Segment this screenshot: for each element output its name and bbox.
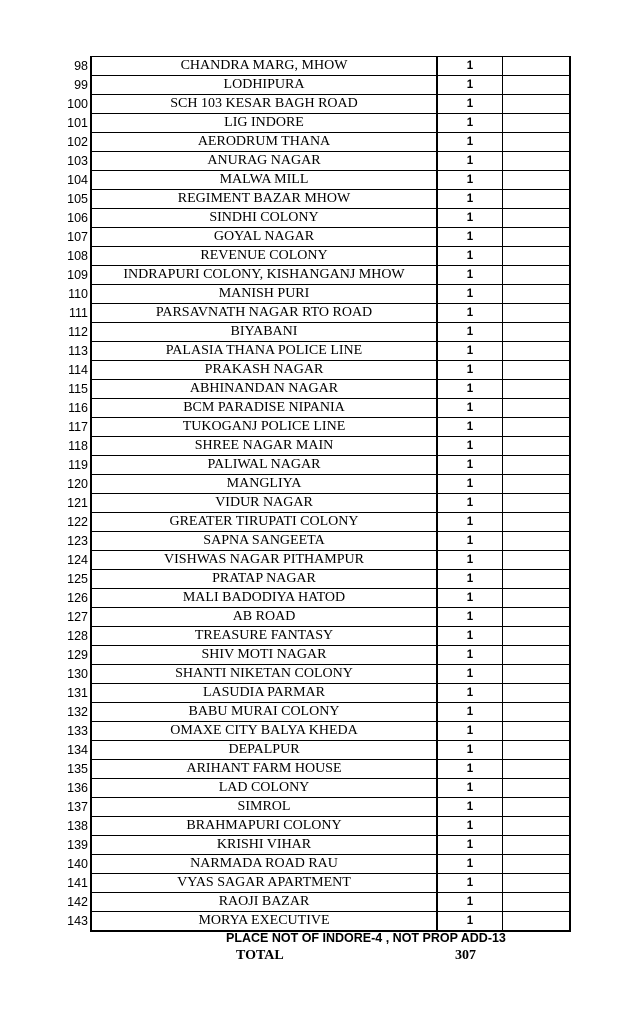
table-row bbox=[62, 456, 570, 475]
table-row bbox=[62, 779, 570, 798]
place-name: ARIHANT FARM HOUSE bbox=[91, 760, 437, 779]
blank-cell bbox=[503, 722, 571, 741]
place-name: MORYA EXECUTIVE bbox=[91, 912, 437, 932]
table-row bbox=[62, 247, 570, 266]
blank-cell bbox=[503, 380, 571, 399]
blank-cell bbox=[503, 190, 571, 209]
table-row bbox=[62, 114, 570, 133]
table-row bbox=[62, 855, 570, 874]
place-count: 1 bbox=[437, 741, 503, 760]
row-number: 110 bbox=[68, 287, 88, 301]
place-count: 1 bbox=[437, 209, 503, 228]
row-number: 107 bbox=[67, 230, 88, 244]
place-name: MANGLIYA bbox=[91, 475, 437, 494]
blank-cell bbox=[503, 703, 571, 722]
place-name: BRAHMAPURI COLONY bbox=[91, 817, 437, 836]
table-row bbox=[62, 817, 570, 836]
place-count: 1 bbox=[437, 513, 503, 532]
table-row bbox=[62, 912, 570, 932]
table-row bbox=[62, 627, 570, 646]
place-name: LAD COLONY bbox=[91, 779, 437, 798]
row-number: 142 bbox=[67, 895, 88, 909]
table-row bbox=[62, 798, 570, 817]
table-row bbox=[62, 209, 570, 228]
place-count: 1 bbox=[437, 855, 503, 874]
place-count: 1 bbox=[437, 399, 503, 418]
place-name: SHANTI NIKETAN COLONY bbox=[91, 665, 437, 684]
place-name: SCH 103 KESAR BAGH ROAD bbox=[91, 95, 437, 114]
blank-cell bbox=[503, 152, 571, 171]
blank-cell bbox=[503, 532, 571, 551]
place-name: AERODRUM THANA bbox=[91, 133, 437, 152]
place-count: 1 bbox=[437, 247, 503, 266]
place-name: MALWA MILL bbox=[91, 171, 437, 190]
place-name: KRISHI VIHAR bbox=[91, 836, 437, 855]
place-count: 1 bbox=[437, 608, 503, 627]
row-number: 117 bbox=[68, 420, 88, 434]
row-number: 132 bbox=[67, 705, 88, 719]
blank-cell bbox=[503, 513, 571, 532]
place-count: 1 bbox=[437, 779, 503, 798]
row-number: 103 bbox=[67, 154, 88, 168]
blank-cell bbox=[503, 646, 571, 665]
table-row bbox=[62, 95, 570, 114]
total-value: 307 bbox=[455, 948, 476, 963]
table-row bbox=[62, 760, 570, 779]
place-name: PALIWAL NAGAR bbox=[91, 456, 437, 475]
place-count: 1 bbox=[437, 665, 503, 684]
place-name: GREATER TIRUPATI COLONY bbox=[91, 513, 437, 532]
blank-cell bbox=[503, 855, 571, 874]
footer-note: PLACE NOT OF INDORE-4 , NOT PROP ADD-13 bbox=[226, 931, 506, 945]
blank-cell bbox=[503, 266, 571, 285]
place-count: 1 bbox=[437, 874, 503, 893]
table-row bbox=[62, 361, 570, 380]
blank-cell bbox=[503, 399, 571, 418]
table-row bbox=[62, 437, 570, 456]
blank-cell bbox=[503, 437, 571, 456]
row-number: 115 bbox=[68, 382, 88, 396]
row-number: 121 bbox=[67, 496, 88, 510]
place-count: 1 bbox=[437, 95, 503, 114]
row-number: 131 bbox=[67, 686, 88, 700]
place-name: CHANDRA MARG, MHOW bbox=[91, 57, 437, 76]
blank-cell bbox=[503, 589, 571, 608]
row-number: 130 bbox=[67, 667, 88, 681]
place-name: AB ROAD bbox=[91, 608, 437, 627]
blank-cell bbox=[503, 779, 571, 798]
table-row bbox=[62, 380, 570, 399]
table-row bbox=[62, 874, 570, 893]
row-number: 104 bbox=[67, 173, 88, 187]
row-number: 113 bbox=[68, 344, 88, 358]
row-number: 102 bbox=[67, 135, 88, 149]
place-count: 1 bbox=[437, 437, 503, 456]
total-label: TOTAL bbox=[236, 948, 284, 963]
blank-cell bbox=[503, 285, 571, 304]
place-name: GOYAL NAGAR bbox=[91, 228, 437, 247]
table-row bbox=[62, 741, 570, 760]
table-row bbox=[62, 494, 570, 513]
row-number: 125 bbox=[67, 572, 88, 586]
place-count: 1 bbox=[437, 285, 503, 304]
place-count: 1 bbox=[437, 836, 503, 855]
place-name: LIG INDORE bbox=[91, 114, 437, 133]
row-number: 136 bbox=[67, 781, 88, 795]
blank-cell bbox=[503, 741, 571, 760]
place-name: MALI BADODIYA HATOD bbox=[91, 589, 437, 608]
row-number: 143 bbox=[67, 914, 88, 929]
place-count: 1 bbox=[437, 551, 503, 570]
row-number: 119 bbox=[68, 458, 88, 472]
place-count: 1 bbox=[437, 646, 503, 665]
row-number: 118 bbox=[68, 439, 88, 453]
table-row bbox=[62, 323, 570, 342]
places-table-body bbox=[62, 57, 570, 932]
row-number: 139 bbox=[67, 838, 88, 852]
row-number: 120 bbox=[67, 477, 88, 491]
row-number: 99 bbox=[74, 78, 88, 92]
place-count: 1 bbox=[437, 589, 503, 608]
row-number: 128 bbox=[67, 629, 88, 643]
row-number: 133 bbox=[67, 724, 88, 738]
place-count: 1 bbox=[437, 171, 503, 190]
row-number: 112 bbox=[68, 325, 88, 339]
row-number: 138 bbox=[67, 819, 88, 833]
blank-cell bbox=[503, 95, 571, 114]
row-number: 122 bbox=[67, 515, 88, 529]
place-count: 1 bbox=[437, 304, 503, 323]
blank-cell bbox=[503, 171, 571, 190]
place-name: PALASIA THANA POLICE LINE bbox=[91, 342, 437, 361]
row-number: 108 bbox=[67, 249, 88, 263]
row-number: 140 bbox=[67, 857, 88, 871]
table-row bbox=[62, 190, 570, 209]
blank-cell bbox=[503, 570, 571, 589]
table-row bbox=[62, 266, 570, 285]
table-row bbox=[62, 418, 570, 437]
place-count: 1 bbox=[437, 418, 503, 437]
place-name: VISHWAS NAGAR PITHAMPUR bbox=[91, 551, 437, 570]
place-count: 1 bbox=[437, 57, 503, 76]
blank-cell bbox=[503, 874, 571, 893]
place-count: 1 bbox=[437, 684, 503, 703]
table-row bbox=[62, 646, 570, 665]
blank-cell bbox=[503, 798, 571, 817]
blank-cell bbox=[503, 893, 571, 912]
blank-cell bbox=[503, 836, 571, 855]
place-count: 1 bbox=[437, 361, 503, 380]
places-table bbox=[62, 56, 571, 932]
place-name: BCM PARADISE NIPANIA bbox=[91, 399, 437, 418]
place-count: 1 bbox=[437, 380, 503, 399]
blank-cell bbox=[503, 323, 571, 342]
blank-cell bbox=[503, 817, 571, 836]
blank-cell bbox=[503, 684, 571, 703]
row-number: 106 bbox=[67, 211, 88, 225]
row-number: 141 bbox=[67, 876, 88, 890]
table-row bbox=[62, 342, 570, 361]
place-name: INDRAPURI COLONY, KISHANGANJ MHOW bbox=[91, 266, 437, 285]
place-count: 1 bbox=[437, 114, 503, 133]
blank-cell bbox=[503, 304, 571, 323]
blank-cell bbox=[503, 76, 571, 95]
blank-cell bbox=[503, 551, 571, 570]
table-row bbox=[62, 532, 570, 551]
place-count: 1 bbox=[437, 760, 503, 779]
blank-cell bbox=[503, 608, 571, 627]
place-name: TUKOGANJ POLICE LINE bbox=[91, 418, 437, 437]
place-name: PRAKASH NAGAR bbox=[91, 361, 437, 380]
table-row bbox=[62, 513, 570, 532]
row-number: 100 bbox=[67, 97, 88, 111]
table-row bbox=[62, 475, 570, 494]
place-count: 1 bbox=[437, 703, 503, 722]
row-number: 101 bbox=[67, 116, 88, 130]
place-name: MANISH PURI bbox=[91, 285, 437, 304]
row-number: 134 bbox=[67, 743, 88, 757]
blank-cell bbox=[503, 361, 571, 380]
place-name: DEPALPUR bbox=[91, 741, 437, 760]
table-row bbox=[62, 285, 570, 304]
place-count: 1 bbox=[437, 456, 503, 475]
place-name: NARMADA ROAD RAU bbox=[91, 855, 437, 874]
place-name: VYAS SAGAR APARTMENT bbox=[91, 874, 437, 893]
place-name: SHREE NAGAR MAIN bbox=[91, 437, 437, 456]
row-number: 98 bbox=[74, 59, 88, 73]
place-name: SAPNA SANGEETA bbox=[91, 532, 437, 551]
blank-cell bbox=[503, 209, 571, 228]
table-row bbox=[62, 703, 570, 722]
place-name: REGIMENT BAZAR MHOW bbox=[91, 190, 437, 209]
place-count: 1 bbox=[437, 798, 503, 817]
table-row bbox=[62, 228, 570, 247]
place-count: 1 bbox=[437, 627, 503, 646]
place-count: 1 bbox=[437, 266, 503, 285]
row-number: 109 bbox=[67, 268, 88, 282]
place-name: REVENUE COLONY bbox=[91, 247, 437, 266]
blank-cell bbox=[503, 228, 571, 247]
place-name: ANURAG NAGAR bbox=[91, 152, 437, 171]
place-name: SIMROL bbox=[91, 798, 437, 817]
blank-cell bbox=[503, 57, 571, 76]
row-number: 126 bbox=[67, 591, 88, 605]
place-name: BIYABANI bbox=[91, 323, 437, 342]
table-row bbox=[62, 399, 570, 418]
row-number: 105 bbox=[67, 192, 88, 206]
table-row bbox=[62, 551, 570, 570]
place-name: SHIV MOTI NAGAR bbox=[91, 646, 437, 665]
table-row bbox=[62, 589, 570, 608]
place-name: RAOJI BAZAR bbox=[91, 893, 437, 912]
place-count: 1 bbox=[437, 152, 503, 171]
place-count: 1 bbox=[437, 494, 503, 513]
table-row bbox=[62, 836, 570, 855]
place-name: OMAXE CITY BALYA KHEDA bbox=[91, 722, 437, 741]
place-count: 1 bbox=[437, 76, 503, 95]
place-name: PRATAP NAGAR bbox=[91, 570, 437, 589]
place-count: 1 bbox=[437, 912, 503, 932]
blank-cell bbox=[503, 494, 571, 513]
place-count: 1 bbox=[437, 342, 503, 361]
row-number: 124 bbox=[67, 553, 88, 567]
place-count: 1 bbox=[437, 190, 503, 209]
blank-cell bbox=[503, 247, 571, 266]
blank-cell bbox=[503, 456, 571, 475]
place-name: VIDUR NAGAR bbox=[91, 494, 437, 513]
table-row bbox=[62, 171, 570, 190]
table-row bbox=[62, 304, 570, 323]
place-count: 1 bbox=[437, 323, 503, 342]
table-row bbox=[62, 684, 570, 703]
table-row bbox=[62, 133, 570, 152]
blank-cell bbox=[503, 760, 571, 779]
row-number: 137 bbox=[67, 800, 88, 814]
table-row bbox=[62, 608, 570, 627]
row-number: 116 bbox=[68, 401, 88, 415]
blank-cell bbox=[503, 133, 571, 152]
row-number: 111 bbox=[68, 306, 88, 320]
place-name: TREASURE FANTASY bbox=[91, 627, 437, 646]
place-name: PARSAVNATH NAGAR RTO ROAD bbox=[91, 304, 437, 323]
blank-cell bbox=[503, 627, 571, 646]
blank-cell bbox=[503, 114, 571, 133]
place-name: ABHINANDAN NAGAR bbox=[91, 380, 437, 399]
table-row bbox=[62, 152, 570, 171]
table-row bbox=[62, 570, 570, 589]
place-count: 1 bbox=[437, 570, 503, 589]
row-number: 123 bbox=[67, 534, 88, 548]
place-count: 1 bbox=[437, 817, 503, 836]
place-name: SINDHI COLONY bbox=[91, 209, 437, 228]
place-count: 1 bbox=[437, 475, 503, 494]
table-row bbox=[62, 76, 570, 95]
place-name: BABU MURAI COLONY bbox=[91, 703, 437, 722]
row-number: 127 bbox=[67, 610, 88, 624]
table-row bbox=[62, 665, 570, 684]
row-number: 114 bbox=[68, 363, 88, 377]
blank-cell bbox=[503, 418, 571, 437]
row-number: 129 bbox=[67, 648, 88, 662]
table-row bbox=[62, 57, 570, 76]
place-name: LASUDIA PARMAR bbox=[91, 684, 437, 703]
place-count: 1 bbox=[437, 228, 503, 247]
blank-cell bbox=[503, 475, 571, 494]
place-count: 1 bbox=[437, 893, 503, 912]
blank-cell bbox=[503, 342, 571, 361]
blank-cell bbox=[503, 912, 571, 932]
table-row bbox=[62, 893, 570, 912]
place-count: 1 bbox=[437, 722, 503, 741]
place-count: 1 bbox=[437, 133, 503, 152]
blank-cell bbox=[503, 665, 571, 684]
place-name: LODHIPURA bbox=[91, 76, 437, 95]
table-row bbox=[62, 722, 570, 741]
row-number: 135 bbox=[67, 762, 88, 776]
place-count: 1 bbox=[437, 532, 503, 551]
